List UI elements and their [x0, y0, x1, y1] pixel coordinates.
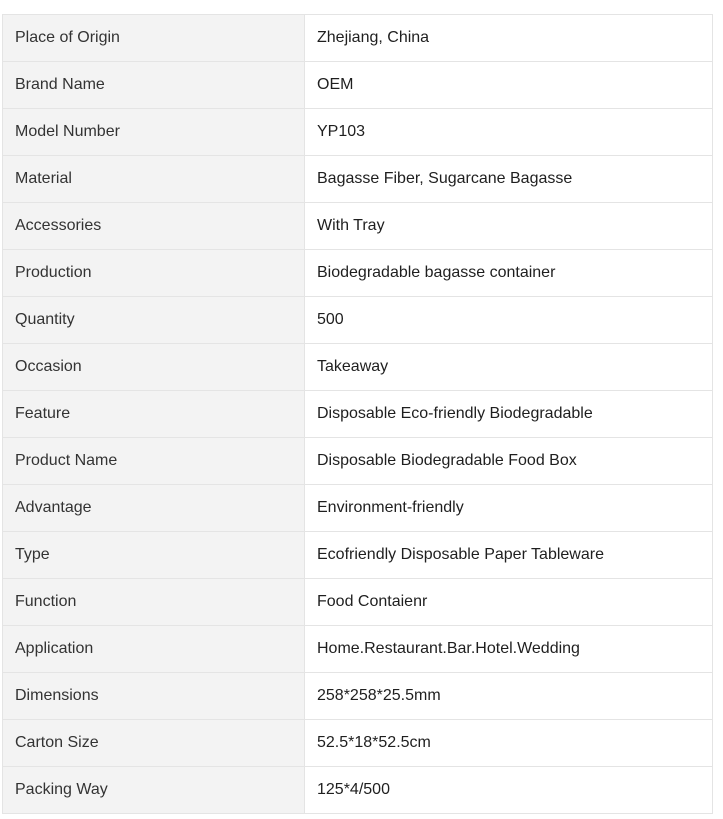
spec-label: Accessories — [3, 203, 305, 250]
spec-row — [3, 203, 713, 250]
spec-label: Dimensions — [3, 673, 305, 720]
spec-label: Type — [3, 532, 305, 579]
spec-value: Disposable Eco-friendly Biodegradable — [305, 391, 713, 438]
product-spec-table — [2, 14, 713, 814]
spec-label: Advantage — [3, 485, 305, 532]
spec-row — [3, 485, 713, 532]
spec-label: Packing Way — [3, 767, 305, 814]
spec-row — [3, 109, 713, 156]
spec-value: 500 — [305, 297, 713, 344]
spec-row — [3, 626, 713, 673]
spec-value: Biodegradable bagasse container — [305, 250, 713, 297]
spec-label: Production — [3, 250, 305, 297]
spec-row — [3, 673, 713, 720]
spec-label: Brand Name — [3, 62, 305, 109]
spec-value: 125*4/500 — [305, 767, 713, 814]
spec-label: Function — [3, 579, 305, 626]
spec-value: Home.Restaurant.Bar.Hotel.Wedding — [305, 626, 713, 673]
spec-table-body — [3, 15, 713, 814]
spec-row — [3, 438, 713, 485]
spec-label: Quantity — [3, 297, 305, 344]
spec-label: Model Number — [3, 109, 305, 156]
spec-label: Carton Size — [3, 720, 305, 767]
spec-label: Feature — [3, 391, 305, 438]
spec-row — [3, 15, 713, 62]
spec-value: Zhejiang, China — [305, 15, 713, 62]
spec-row — [3, 250, 713, 297]
spec-row — [3, 579, 713, 626]
spec-label: Occasion — [3, 344, 305, 391]
spec-value: Environment-friendly — [305, 485, 713, 532]
spec-value: OEM — [305, 62, 713, 109]
spec-value: Ecofriendly Disposable Paper Tableware — [305, 532, 713, 579]
spec-value: Food Contaienr — [305, 579, 713, 626]
spec-row — [3, 391, 713, 438]
spec-value: 258*258*25.5mm — [305, 673, 713, 720]
spec-value: 52.5*18*52.5cm — [305, 720, 713, 767]
spec-label: Product Name — [3, 438, 305, 485]
spec-label: Place of Origin — [3, 15, 305, 62]
spec-value: Bagasse Fiber, Sugarcane Bagasse — [305, 156, 713, 203]
spec-row — [3, 532, 713, 579]
spec-row — [3, 62, 713, 109]
spec-row — [3, 156, 713, 203]
spec-label: Material — [3, 156, 305, 203]
spec-row — [3, 720, 713, 767]
spec-label: Application — [3, 626, 305, 673]
spec-value: With Tray — [305, 203, 713, 250]
spec-row — [3, 297, 713, 344]
spec-value: Takeaway — [305, 344, 713, 391]
spec-value: Disposable Biodegradable Food Box — [305, 438, 713, 485]
spec-value: YP103 — [305, 109, 713, 156]
spec-row — [3, 344, 713, 391]
spec-row — [3, 767, 713, 814]
